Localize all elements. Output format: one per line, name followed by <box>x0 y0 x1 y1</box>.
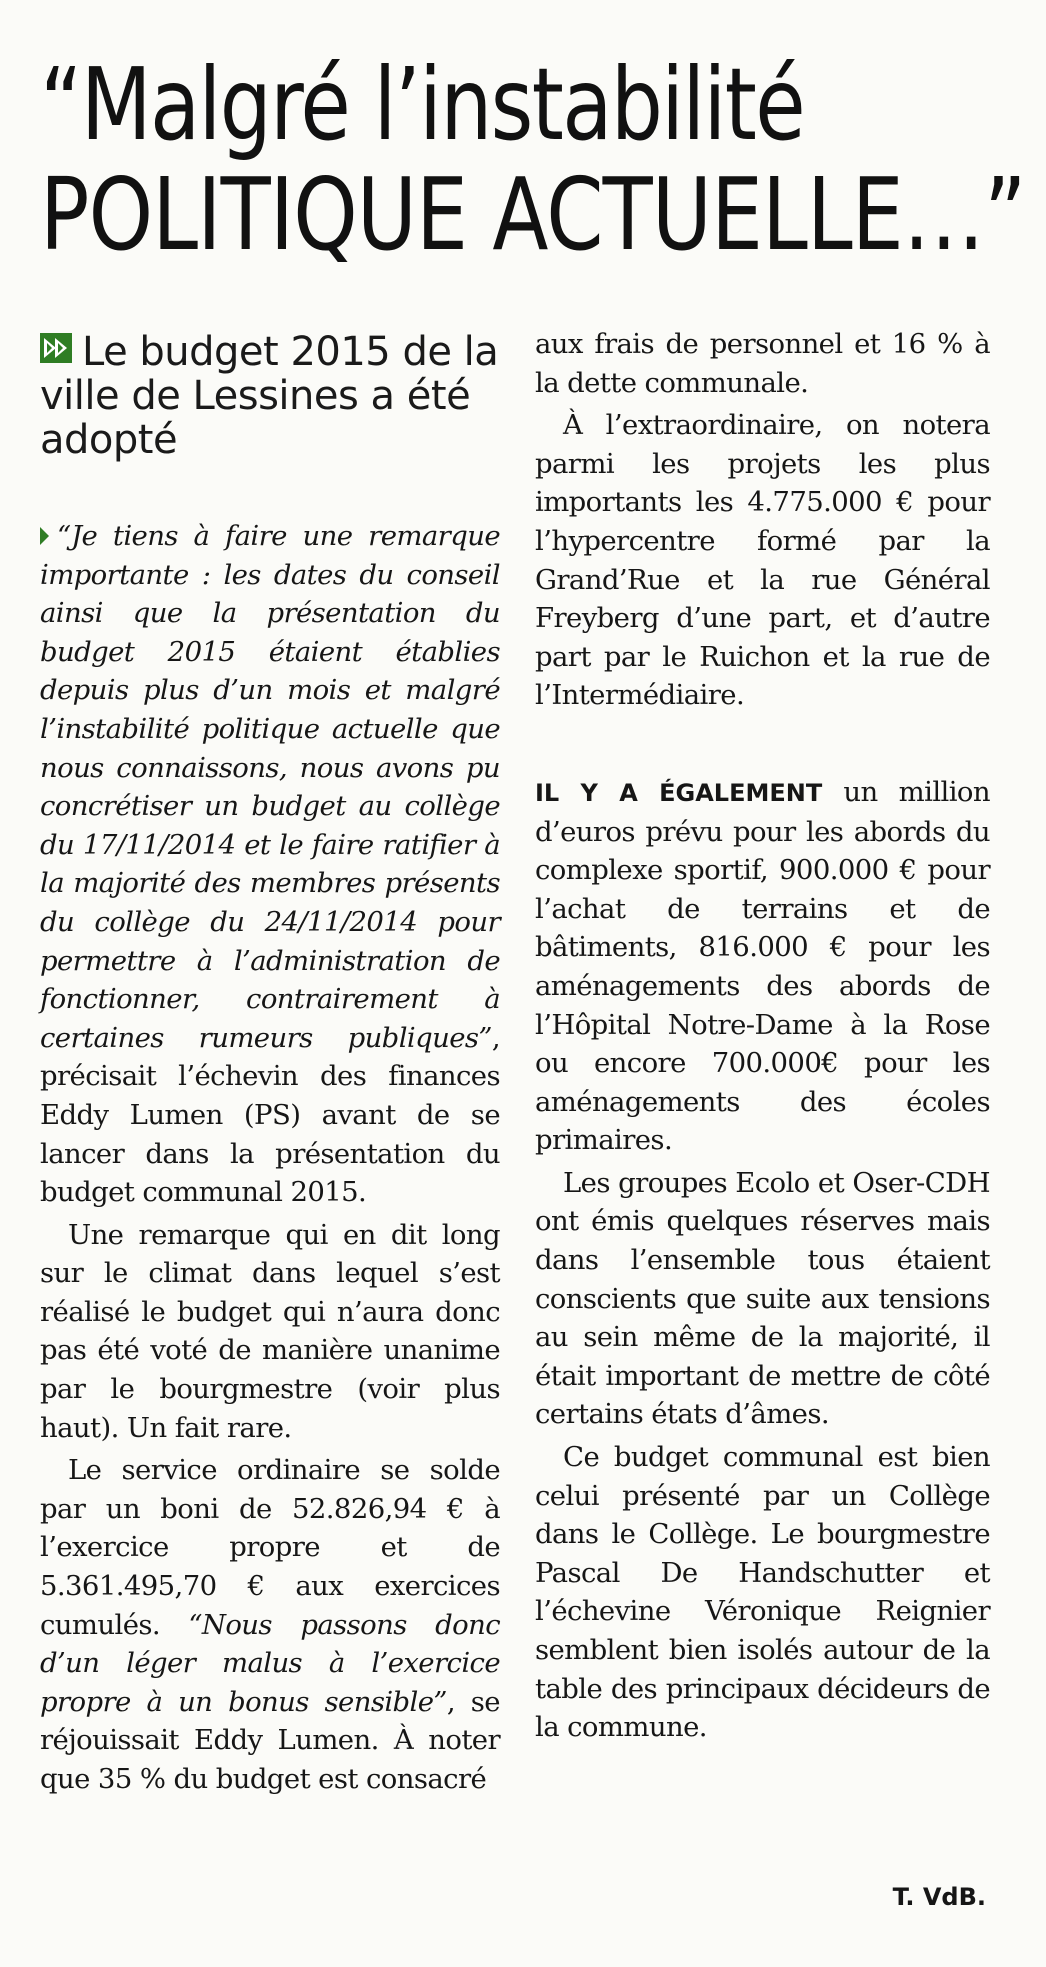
paragraph-groups: Les groupes Ecolo et Oser-CDH ont émis quelques réserves mais dans l’ensemble tous étaient conscients que suite aux tensions au sein même de la majorité, il était important de mettre de côté certains états d’âmes. <box>535 1166 990 1431</box>
opening-quote: “Je tiens à faire une remarque importante : les dates du conseil ainsi que la présentation du budget 2015 étaient établies depuis plus d’un mois et malgré l’instabilité politique actuelle que nous connaissons, nous avons pu concrétiser un budget au collège du 17/11/2014 et le faire ratifier à la majorité des membres présents du collège du 24/11/2014 pour permettre à l’administration de fonctionner, contrairement à certaines rumeurs publiques” <box>40 520 500 1054</box>
quote-marker-icon <box>40 527 49 545</box>
ordinary-service-text: Le service ordinaire se solde par un boni de 52.826,94 € à l’exercice propre et de 5.361.495,70 € aux exercices cumulés. <box>40 1454 500 1641</box>
paragraph-quote <box>40 517 500 1212</box>
paragraph-continued: aux frais de personnel et 16 % à la dette communale. <box>535 328 990 399</box>
paragraph-ordinary-service <box>40 1451 500 1798</box>
headline-line-2: POLITIQUE ACTUELLE…” <box>40 156 1026 273</box>
author-signature: T. VdB. <box>892 1883 986 1911</box>
headline-line-1: “Malgré l’instabilité <box>40 46 805 163</box>
paragraph-remark: Une remarque qui en dit long sur le climat dans lequel s’est réalisé le budget qui n’aura donc pas été voté de manière unanime par le bourgmestre (voir plus haut). Un fait rare. <box>40 1218 500 1444</box>
headline <box>40 46 1026 273</box>
left-column <box>40 330 500 1799</box>
fast-forward-icon <box>40 333 72 363</box>
lead-in: IL Y A ÉGALEMENT <box>535 778 823 807</box>
paragraph-also <box>535 773 990 1160</box>
subheading-text: Le budget 2015 de la ville de Lessines a été adopté <box>40 329 499 463</box>
right-column <box>535 325 990 1747</box>
quote-attribution: , précisait l’échevin des finances Eddy Lumen (PS) avant de se lancer dans la présentation du budget communal 2015. <box>40 1021 500 1209</box>
paragraph-extraordinary: À l’extraordinaire, on notera parmi les projets les plus importants les 4.775.000 € pour l’hypercentre formé par la Grand’Rue et la rue Général Freyberg d’une part, et d’autre part par le Ruichon et la rue de l’Intermédiaire. <box>535 409 990 712</box>
lumen-quote: “Nous passons donc d’un léger malus à l’exercice propre à un bonus sensible” <box>40 1608 500 1718</box>
ordinary-service-end: , se réjouissait Eddy Lumen. À noter que 35 % du budget est consacré <box>40 1685 500 1795</box>
also-text: un million d’euros prévu pour les abords du complexe sportif, 900.000 € pour l’achat de terrains et de bâtiments, 816.000 € pour les aménagements des abords de l’Hôpital Notre-Dame à la Rose ou encore 700.000€ pour les aménagements des écoles primaires. <box>535 775 990 1157</box>
subheading <box>40 330 500 462</box>
paragraph-conclusion: Ce budget communal est bien celui présenté par un Collège dans le Collège. Le bourgmestre Pascal De Handschutter et l’échevine Véronique Reignier semblent bien isolés autour de la table des principaux décideurs de la commune. <box>535 1441 990 1744</box>
